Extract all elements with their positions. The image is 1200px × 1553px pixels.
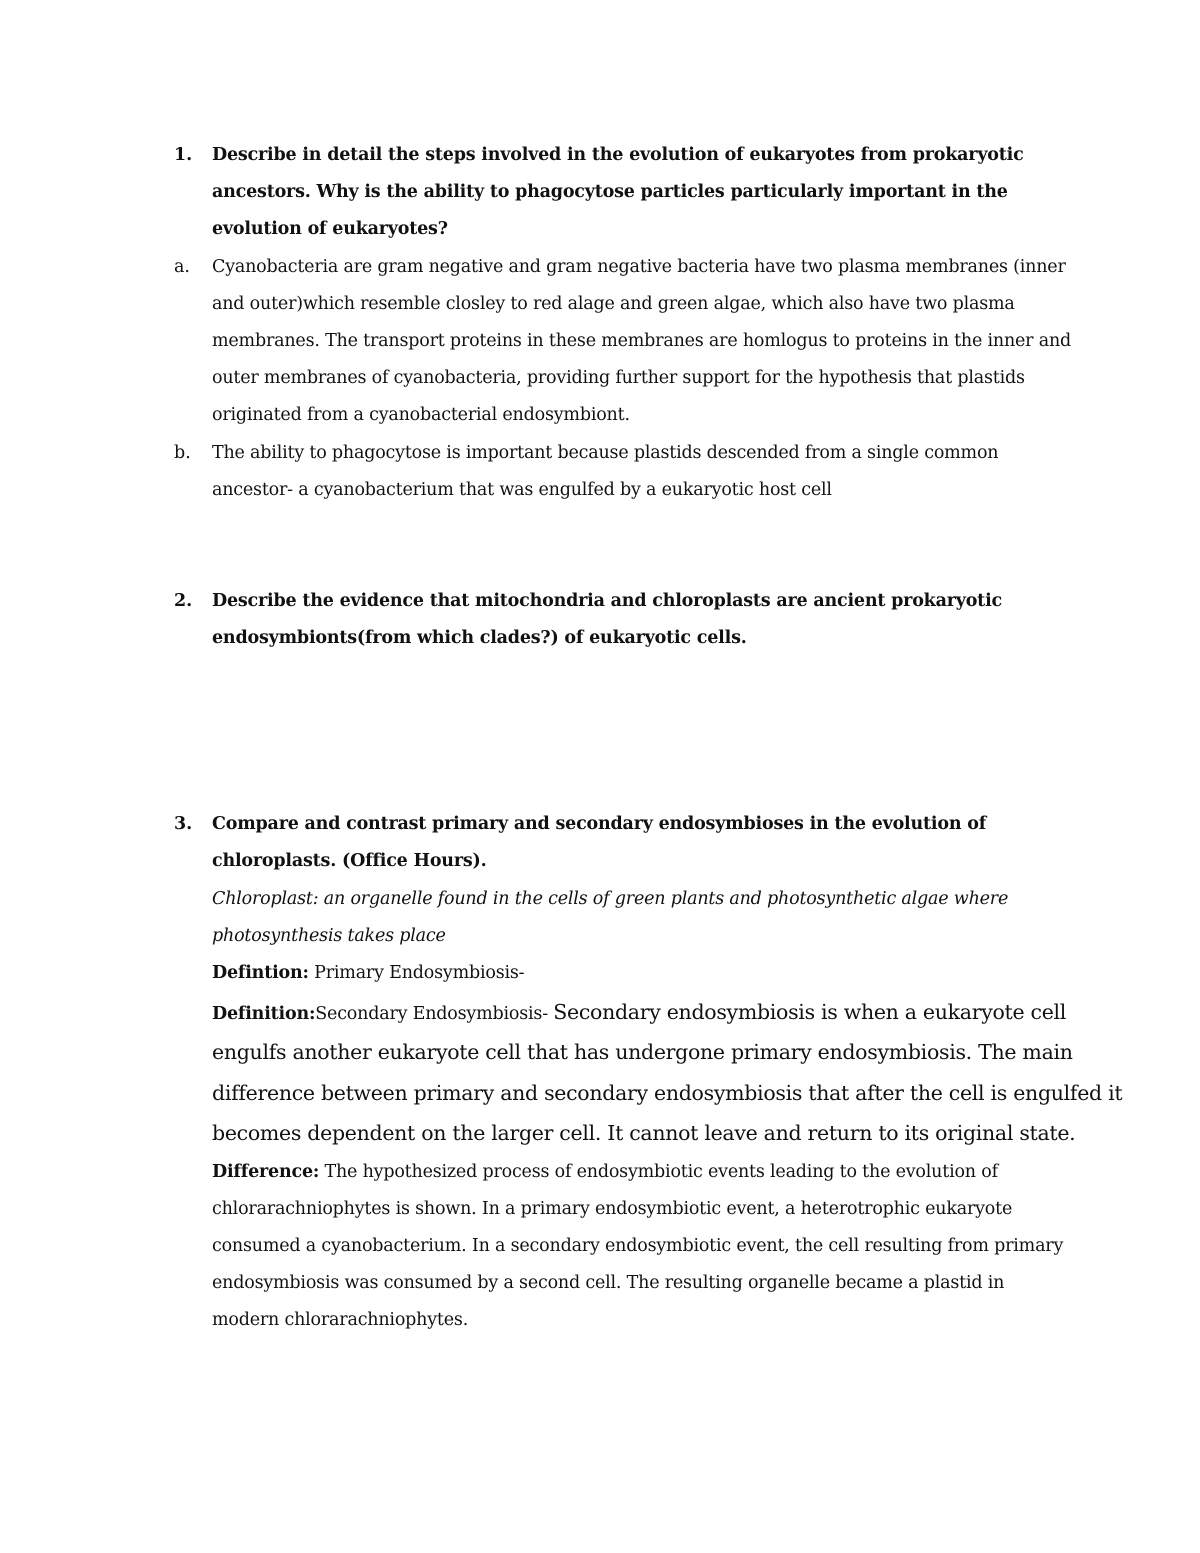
difference-text: The hypothesized process of endosymbiotic events leading to the evolution of bbox=[319, 1162, 998, 1182]
difference-line-1 bbox=[212, 1161, 998, 1183]
answer-a-line-5: originated from a cyanobacterial endosymbiont. bbox=[212, 405, 630, 425]
difference-line-2: chlorarachniophytes is shown. In a primary endosymbiotic event, a heterotrophic eukaryote bbox=[212, 1199, 1013, 1219]
answer-a-line-3: membranes. The transport proteins in these membranes are homlogus to proteins in the inner and bbox=[212, 331, 1072, 351]
secondary-definition-line-1 bbox=[212, 999, 1066, 1025]
secondary-definition-line-3: difference between primary and secondary endosymbiosis that after the cell is engulfed it bbox=[212, 1081, 1123, 1105]
primary-definition-text: Primary Endosymbiosis- bbox=[308, 963, 525, 983]
question-1-number: 1. bbox=[174, 145, 193, 165]
difference-label: Difference: bbox=[212, 1162, 320, 1182]
secondary-definition-prefix: Secondary Endosymbiosis- bbox=[315, 1004, 554, 1024]
chloroplast-definition-line-2: photosynthesis takes place bbox=[212, 926, 446, 946]
answer-a-line-4: outer membranes of cyanobacteria, providing further support for the hypothesis that plastids bbox=[212, 368, 1025, 388]
question-3-number: 3. bbox=[174, 814, 193, 834]
secondary-definition-label: Definition: bbox=[212, 1004, 316, 1024]
question-2-line-2: endosymbionts(from which clades?) of eukaryotic cells. bbox=[212, 628, 747, 648]
secondary-definition-text: Secondary endosymbiosis is when a eukaryote cell bbox=[553, 1000, 1067, 1024]
answer-b-line-1: The ability to phagocytose is important because plastids descended from a single common bbox=[212, 443, 999, 463]
difference-line-4: endosymbiosis was consumed by a second cell. The resulting organelle became a plastid in bbox=[212, 1273, 1005, 1293]
secondary-definition-line-4: becomes dependent on the larger cell. It cannot leave and return to its original state. bbox=[212, 1121, 1076, 1145]
secondary-definition-line-2: engulfs another eukaryote cell that has undergone primary endosymbiosis. The main bbox=[212, 1040, 1073, 1064]
question-3-line-1: Compare and contrast primary and secondary endosymbioses in the evolution of bbox=[212, 814, 987, 834]
chloroplast-definition-line-1: Chloroplast: an organelle found in the cells of green plants and photosynthetic algae where bbox=[212, 889, 1009, 909]
question-1-line-1: Describe in detail the steps involved in the evolution of eukaryotes from prokaryotic bbox=[212, 145, 1024, 165]
answer-b-marker: b. bbox=[174, 443, 191, 463]
answer-a-line-1: Cyanobacteria are gram negative and gram negative bacteria have two plasma membranes (inner bbox=[212, 257, 1066, 277]
question-2-line-1: Describe the evidence that mitochondria and chloroplasts are ancient prokaryotic bbox=[212, 591, 1002, 611]
primary-definition bbox=[212, 962, 524, 984]
question-2-number: 2. bbox=[174, 591, 193, 611]
answer-b-line-2: ancestor- a cyanobacterium that was engulfed by a eukaryotic host cell bbox=[212, 480, 832, 500]
primary-definition-label: Defintion: bbox=[212, 963, 309, 983]
answer-a-line-2: and outer)which resemble closley to red alage and green algae, which also have two plasma bbox=[212, 294, 1015, 314]
difference-line-3: consumed a cyanobacterium. In a secondary endosymbiotic event, the cell resulting from primary bbox=[212, 1236, 1064, 1256]
answer-a-marker: a. bbox=[174, 257, 190, 277]
question-3-line-2: chloroplasts. (Office Hours). bbox=[212, 851, 487, 871]
difference-line-5: modern chlorarachniophytes. bbox=[212, 1310, 469, 1330]
question-1-line-2: ancestors. Why is the ability to phagocytose particles particularly important in the bbox=[212, 182, 1008, 202]
question-1-line-3: evolution of eukaryotes? bbox=[212, 219, 448, 239]
